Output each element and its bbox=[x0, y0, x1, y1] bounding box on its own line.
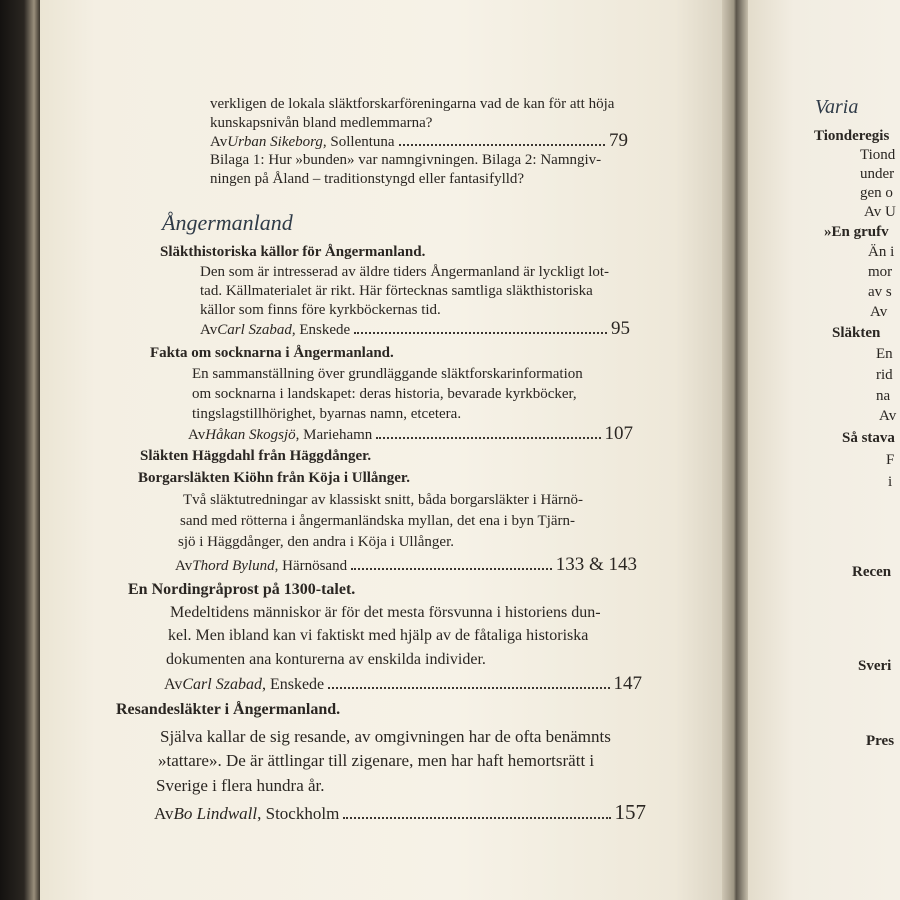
entry-desc-line: källor som finns före kyrkböckernas tid. bbox=[200, 302, 441, 318]
right-line: rid bbox=[876, 367, 893, 383]
entry-desc-line: »tattare». De är ättlingar till zigenare, men har haft hemortsrätt i bbox=[158, 751, 595, 770]
entry-byline bbox=[188, 424, 633, 445]
right-line: Recen bbox=[852, 564, 892, 580]
entry-desc-line: tad. Källmaterialet är rikt. Här förtecknas samtliga släkthistoriska bbox=[200, 283, 593, 299]
entry-byline bbox=[164, 674, 642, 694]
right-line: under bbox=[860, 166, 895, 182]
right-page-heading: Varia bbox=[815, 96, 859, 118]
entry-byline bbox=[154, 802, 646, 824]
dot-leader bbox=[376, 437, 600, 439]
entry-desc-line: Den som är intresserad av äldre tiders Ångermanland är lyckligt lot- bbox=[200, 264, 610, 280]
dot-leader bbox=[351, 568, 552, 570]
right-page bbox=[748, 0, 900, 900]
entry-desc-line: En sammanställning över grundläggande släktforskarinformation bbox=[192, 366, 583, 382]
byline-place: , Enskede bbox=[261, 676, 325, 693]
right-line: Så stava bbox=[842, 430, 895, 446]
entry-title: Borgarsläkten Kiöhn från Köja i Ullånger. bbox=[138, 470, 410, 486]
byline-prefix: Av bbox=[210, 134, 228, 150]
byline-prefix: Av bbox=[175, 558, 193, 574]
entry-desc-line: Sverige i flera hundra år. bbox=[156, 776, 325, 795]
page-number: 147 bbox=[613, 673, 642, 694]
right-line: F bbox=[886, 452, 895, 468]
section-heading: Ångermanland bbox=[162, 210, 293, 235]
page-number: 107 bbox=[604, 423, 633, 444]
byline-place: , Mariehamn bbox=[295, 427, 373, 443]
entry-byline bbox=[200, 319, 630, 340]
entry-title: Släkthistoriska källor för Ångermanland. bbox=[160, 244, 426, 260]
byline-author: Urban Sikeborg bbox=[227, 134, 323, 150]
right-line: Släkten bbox=[832, 325, 881, 341]
intro-line-1: verkligen de lokala släktforskarföreningarna vad de kan för att höja bbox=[210, 96, 615, 112]
intro-extra-line-1: Bilaga 1: Hur »bunden» var namngivningen. Bilaga 2: Namngiv- bbox=[210, 152, 602, 168]
right-line: Av bbox=[879, 408, 897, 424]
byline-place: , Sollentuna bbox=[322, 134, 395, 150]
entry-desc-line: sand med rötterna i ångermanländska myllan, det ena i byn Tjärn- bbox=[180, 513, 576, 529]
right-line: Tiond bbox=[860, 147, 896, 163]
intro-byline bbox=[210, 131, 628, 152]
byline-place: , Härnösand bbox=[274, 558, 348, 574]
page-number: 157 bbox=[614, 800, 646, 824]
page-number: 79 bbox=[609, 130, 628, 151]
right-line: En bbox=[876, 346, 893, 362]
entry-title: Fakta om socknarna i Ångermanland. bbox=[150, 345, 394, 361]
entry-title: En Nordingråprost på 1300-talet. bbox=[128, 581, 356, 598]
right-line: na bbox=[876, 388, 891, 404]
right-line: Av bbox=[870, 304, 888, 320]
intro-line-2: kunskapsnivån bland medlemmarna? bbox=[210, 115, 433, 131]
byline-prefix: Av bbox=[188, 427, 206, 443]
right-line: »En grufv bbox=[824, 224, 889, 240]
entry-desc-line: Medeltidens människor är för det mesta försvunna i historiens dun- bbox=[170, 604, 601, 621]
intro-extra-line-2: ningen på Åland – traditionstyngd eller fantasifylld? bbox=[210, 171, 525, 187]
entry-desc-line: tingslagstillhörighet, byarnas namn, etcetera. bbox=[192, 406, 462, 422]
byline-place: , Stockholm bbox=[257, 804, 340, 823]
entry-desc-line: sjö i Häggdånger, den andra i Köja i Ullånger. bbox=[178, 534, 454, 550]
entry-desc-line: dokumenten ana konturerna av enskilda individer. bbox=[166, 651, 486, 668]
entry-desc-line: Själva kallar de sig resande, av omgivningen har de ofta benämnts bbox=[160, 727, 611, 746]
dot-leader bbox=[343, 817, 610, 819]
entry-desc-line: Två släktutredningar av klassiskt snitt, båda borgarsläkter i Härnö- bbox=[183, 492, 584, 508]
byline-prefix: Av bbox=[164, 676, 183, 693]
right-line: gen o bbox=[860, 185, 893, 201]
dot-leader bbox=[399, 144, 605, 146]
byline-prefix: Av bbox=[200, 322, 218, 338]
byline-author: Carl Szabad bbox=[182, 676, 262, 693]
page-number: 95 bbox=[611, 318, 630, 339]
byline-author: Håkan Skogsjö bbox=[205, 427, 296, 443]
right-line: Pres bbox=[866, 733, 895, 749]
right-line: av s bbox=[868, 284, 892, 300]
byline-place: , Enskede bbox=[291, 322, 351, 338]
right-line: Tionderegis bbox=[814, 128, 890, 144]
right-line: Av U bbox=[864, 204, 896, 220]
entry-desc-line: kel. Men ibland kan vi faktiskt med hjälp av de fåtaliga historiska bbox=[168, 627, 589, 644]
entry-byline bbox=[175, 555, 637, 576]
entry-desc-line: om socknarna i landskapet: deras historia, bevarade kyrkböcker, bbox=[192, 386, 577, 402]
right-line: mor bbox=[868, 264, 893, 280]
dot-leader bbox=[328, 687, 609, 689]
byline-author: Bo Lindwall bbox=[173, 804, 258, 823]
page-number: 133 & 143 bbox=[555, 554, 637, 575]
right-line: Än i bbox=[868, 244, 895, 260]
right-line: Sveri bbox=[858, 658, 892, 674]
right-line: i bbox=[888, 474, 893, 490]
dot-leader bbox=[354, 332, 607, 334]
byline-author: Carl Szabad bbox=[217, 322, 292, 338]
entry-title: Släkten Häggdahl från Häggdånger. bbox=[140, 448, 372, 464]
byline-prefix: Av bbox=[154, 804, 174, 823]
entry-title: Resandesläkter i Ångermanland. bbox=[116, 701, 341, 718]
byline-author: Thord Bylund bbox=[192, 558, 275, 574]
